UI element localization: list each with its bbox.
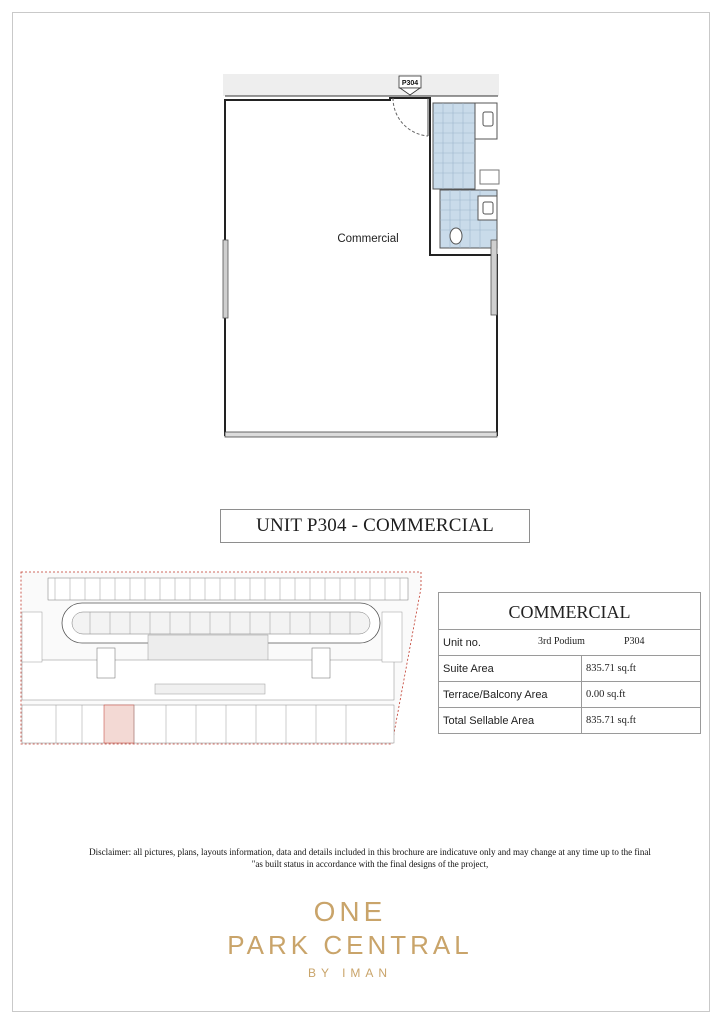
table-row <box>439 708 701 734</box>
key-plan <box>18 568 424 748</box>
row-value: 835.71 sq.ft <box>582 656 701 682</box>
unit-no-label: Unit no. <box>443 636 481 649</box>
unit-tag: P304 <box>401 80 419 87</box>
table-heading: COMMERCIAL <box>439 593 701 630</box>
disclaimer-line-1: Disclaimer: all pictures, plans, layouts information, data and details included in this brochure are indicatuve only and may change at any time up to the final <box>89 847 651 857</box>
unit-title: UNIT P304 - COMMERCIAL <box>220 509 530 543</box>
unit-code-value: P304 <box>624 636 645 647</box>
brand-logo <box>200 895 500 983</box>
disclaimer-line-2: "as built status in accordance with the final designs of the project, <box>251 859 489 869</box>
logo-line-one: ONE <box>313 896 387 927</box>
table-row <box>439 656 701 682</box>
logo-line-by-iman: BY IMAN <box>307 966 393 980</box>
bathroom <box>433 103 499 248</box>
unit-info-table <box>438 592 701 734</box>
table-row <box>439 682 701 708</box>
row-label: Total Sellable Area <box>439 708 582 734</box>
logo-line-park-central: PARK CENTRAL <box>227 930 473 960</box>
row-label: Suite Area <box>439 656 582 682</box>
row-value: 835.71 sq.ft <box>582 708 701 734</box>
level-value: 3rd Podium <box>538 636 585 647</box>
unit-floor-plan <box>218 70 504 442</box>
room-label: Commercial <box>337 233 399 245</box>
row-value: 0.00 sq.ft <box>582 682 701 708</box>
disclaimer <box>20 846 720 870</box>
unit-no-row <box>439 630 701 656</box>
row-label: Terrace/Balcony Area <box>439 682 582 708</box>
